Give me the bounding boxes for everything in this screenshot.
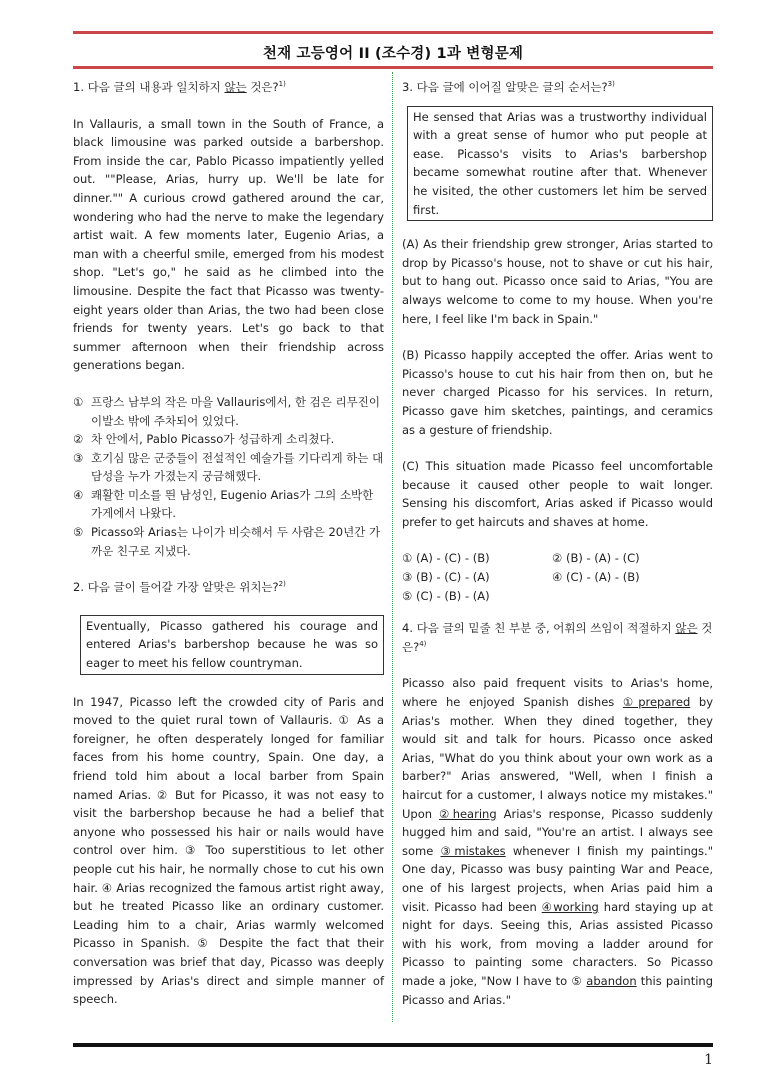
q1-choice-2: ② 차 안에서, Pablo Picasso가 성급하게 소리쳤다. bbox=[73, 432, 335, 447]
q3-option-2: ② (B) - (A) - (C) bbox=[552, 551, 640, 566]
header-rule-bottom bbox=[73, 66, 713, 69]
q3-options bbox=[402, 549, 713, 605]
right-column bbox=[402, 78, 713, 1027]
q3-given-box: He sensed that Arias was a trustworthy individual with a great sense of humor who put people at ease. Picasso's visits to Arias's barbershop became somewhat routine after that. Whenever he visited, the other customers let him be served first. bbox=[407, 106, 713, 222]
q3-paragraph-c: (C) This situation made Picasso feel uncomfortable because it caused other people to wait longer. Sensing his discomfort, Arias asked if Picasso would prefer to get haircuts and shaves at home. bbox=[402, 459, 713, 529]
q3-paragraph-b: (B) Picasso happily accepted the offer. Arias went to Picasso's house to cut his hair from then on, but he never charged Picasso for his services. In return, Picasso gave him sketches, paintings, and ceramics as a gesture of friendship. bbox=[402, 348, 713, 437]
left-column bbox=[73, 78, 384, 1027]
q4-underlined-1: ①prepared bbox=[622, 695, 691, 710]
q1-choices bbox=[73, 393, 384, 560]
q3-heading: 3. 다음 글에 이어질 알맞은 글의 순서는?$^{3)}$ bbox=[402, 80, 615, 94]
q3-option-5: ⑤ (C) - (B) - (A) bbox=[402, 588, 490, 603]
q4-underlined-2: ②hearing bbox=[439, 806, 497, 821]
q1-passage: In Vallauris, a small town in the South of France, a black limousine was parked outside a barbershop. From inside the car, Pablo Picasso impatiently yelled out. ""Please, Arias, hurry up. We'll be late for dinner."" A curious crowd gathered around the car, wondering who had the nerve to make the legendary artist wait. A few moments later, Eugenio Arias, a man with a cheerful smile, emerged from his modest shop. "Let's go," he said as he climbed into the limousine. Despite the fact that Picasso was twenty-eight years older than Arias, the two had been close friends for twenty years. Let's go back to that summer afternoon when their friendship across generations began. bbox=[73, 116, 384, 373]
q3-option-1: ① (A) - (C) - (B) bbox=[402, 551, 490, 566]
q1-choice-1: ① 프랑스 남부의 작은 마을 Vallauris에서, 한 검은 리무진이 이발소 밖에 주차되어 있었다. bbox=[73, 394, 380, 428]
q1-choice-5: ⑤ Picasso와 Arias는 나이가 비슷해서 두 사람은 20년간 가까운 친구로 지냈다. bbox=[73, 525, 381, 558]
q4-passage: Picasso also paid frequent visits to Arias's home, where he enjoyed Spanish dishes ①prepared by Arias's mother. When they dined together, they would sit and talk for hours. Picasso once asked Arias, "What do you think about your own work as a barber?" Arias answered, "Well, when I finish a haircut for a customer, I always notice my mistakes." Upon ②hearing Arias's response, Picasso suddenly hugged him and said, "You're an artist. I always see some ③mistakes whenever I finish my paintings." One day, Picasso was busy painting War and Peace, one of his largest projects, when Arias paid him a visit. Picasso had been ④working hard staying up at night for days. Seeing this, Arias assisted Picasso with his work, from moving a ladder around for Picasso to painting some characters. So Picasso made a joke, "Now I have to ⑤ abandon this painting Picasso and Arias." bbox=[402, 676, 713, 1007]
q4-underlined-5: abandon bbox=[586, 973, 637, 988]
q2-insert-box: Eventually, Picasso gathered his courage and entered Arias's barbershop because he was so eager to meet his fellow countryman. bbox=[80, 615, 384, 675]
q3-option-4: ④ (C) - (A) - (B) bbox=[552, 570, 640, 585]
q2-heading: 2. 다음 글이 들어갈 가장 알맞은 위치는?$^{2)}$ bbox=[73, 580, 286, 595]
q1-heading: 1. 다음 글의 내용과 일치하지 않는 것은?$^{1)}$ bbox=[73, 80, 286, 94]
page-number: 1 bbox=[704, 1052, 713, 1068]
column-divider bbox=[392, 72, 393, 1022]
q4-underlined-3: ③mistakes bbox=[440, 843, 506, 858]
page-title: 천재 고등영어 II (조수경) 1과 변형문제 bbox=[262, 46, 524, 62]
footer-rule bbox=[73, 1043, 713, 1047]
q1-choice-3: ③ 호기심 많은 군중들이 전설적인 예술가를 기다리게 하는 대담성을 누가 가졌는지 궁금해했다. bbox=[73, 450, 384, 484]
q3-paragraph-a: (A) As their friendship grew stronger, Arias started to drop by Picasso's house, not to shave or cut his hair, but to hang out. Picasso once said to Arias, "You are always welcome to come to my house. When you're here, I feel like I'm back in Spain." bbox=[402, 237, 713, 326]
header-rule-top bbox=[73, 31, 713, 34]
q4-underlined-4: ④working bbox=[541, 899, 599, 914]
q3-option-3: ③ (B) - (C) - (A) bbox=[402, 570, 490, 585]
q1-choice-4: ④ 쾌활한 미소를 띈 남성인, Eugenio Arias가 그의 소박한 가게에서 나왔다. bbox=[73, 487, 374, 521]
q4-heading: 4. 다음 글의 밑줄 친 부분 중, 어휘의 쓰임이 적절하지 않은 것은?$^{4)}$ bbox=[402, 621, 713, 654]
q2-passage: In 1947, Picasso left the crowded city of Paris and moved to the quiet rural town of Vallauris. ① As a foreigner, he often desperately longed for familiar faces from his home country, Spain. One day, a friend told him about a local barber from Spain named Arias. ② But for Picasso, it was not easy to visit the barbershop because he had a belief that anyone who possessed his hair or nails would have control over him. ③ Too superstitious to let other people cut his hair, he normally chose to cut his own hair. ④ Arias recognized the famous artist right away, but he treated Picasso like an ordinary customer. Leading him to a chair, Arias warmly welcomed Picasso in Spanish. ⑤ Despite the fact that their conversation was brief that day, Picasso was deeply impressed by Arias's direct and simple manner of speech. bbox=[73, 694, 384, 1007]
